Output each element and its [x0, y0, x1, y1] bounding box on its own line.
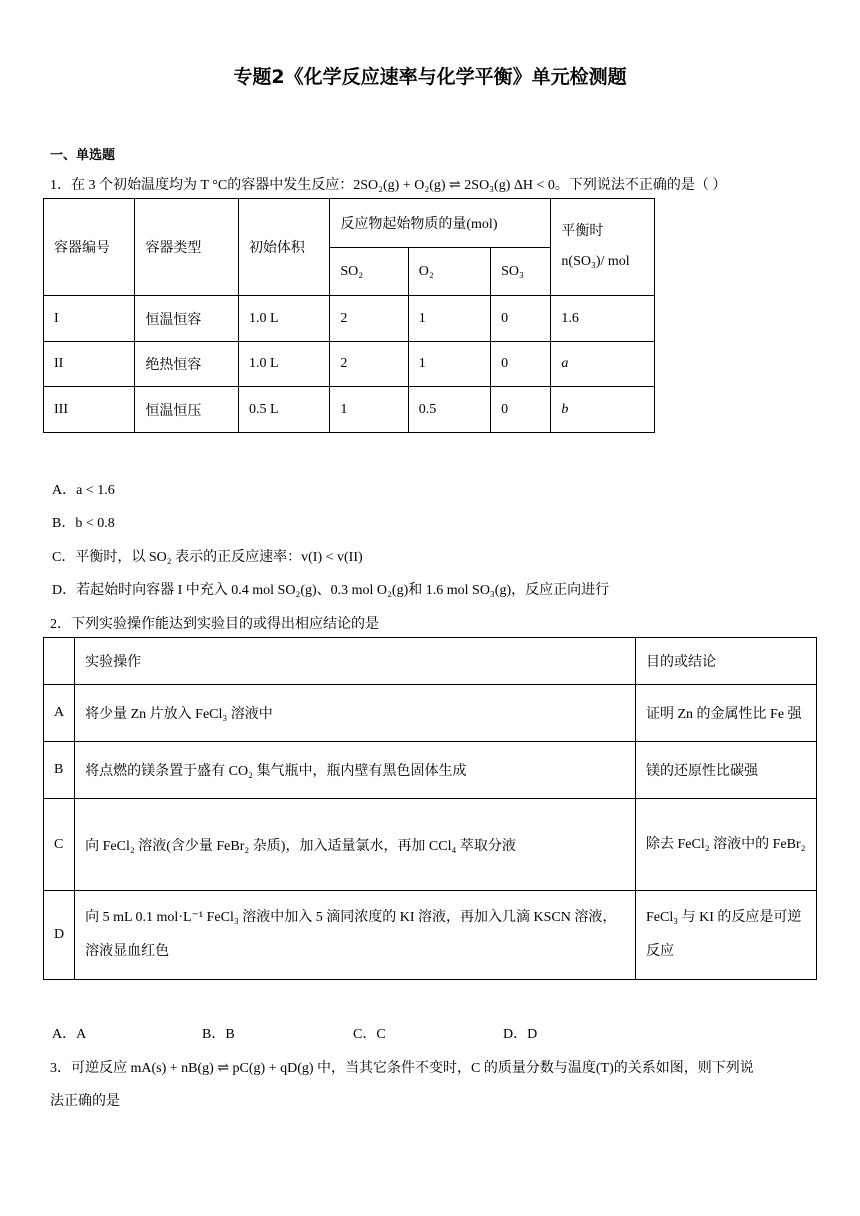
row-result: 除去 FeCl₂ 溶液中的 FeBr₂	[636, 799, 817, 891]
table-row	[44, 342, 655, 387]
q1-option-d: D．若起始时向容器 I 中充入 0.4 mol SO₂(g)、0.3 mol O₂(g)和 1.6 mol SO₃(g)，反应正向进行	[52, 583, 610, 598]
header-equilibrium-label: 平衡时	[561, 224, 604, 239]
cell: 1.6	[551, 296, 655, 342]
cell: III	[44, 387, 135, 433]
cell: 2	[330, 296, 408, 342]
cell: 1	[408, 296, 490, 342]
cell: 1.0 L	[238, 296, 329, 342]
cell: 1.0 L	[238, 342, 329, 387]
table-row	[44, 891, 817, 980]
header-container-type: 容器类型	[135, 199, 239, 296]
q2-option-d: D．D	[503, 1027, 538, 1042]
subheader-o2: O₂	[408, 248, 490, 296]
row-operation: 向 FeCl₂ 溶液(含少量 FeBr₂ 杂质)，加入适量氯水，再加 CCl₄ 萃取分液	[75, 799, 636, 891]
q2-option-a: A．A	[52, 1027, 87, 1042]
subheader-so3: SO₃	[491, 248, 551, 296]
cell: 1	[330, 387, 408, 433]
row-result: 镁的还原性比碳强	[636, 742, 817, 799]
header-container-id: 容器编号	[44, 199, 135, 296]
header-equilibrium	[551, 199, 655, 296]
cell: 恒温恒容	[135, 296, 239, 342]
q2-option-b: B．B	[202, 1027, 235, 1042]
subheader-so2: SO₂	[330, 248, 408, 296]
table-row	[44, 742, 817, 799]
cell: b	[551, 387, 655, 433]
cell: a	[551, 342, 655, 387]
header-initial-volume: 初始体积	[238, 199, 329, 296]
table-row	[44, 685, 817, 742]
cell: I	[44, 296, 135, 342]
cell: 2	[330, 342, 408, 387]
q1-option-a: A．a < 1.6	[52, 483, 115, 498]
cell: 0	[491, 387, 551, 433]
header-nso3-label: n(SO₃)/ mol	[561, 254, 630, 269]
question-1-table	[43, 198, 655, 433]
q1-option-c: C．平衡时，以 SO₂ 表示的正反应速率：v(I) < v(II)	[52, 550, 363, 565]
cell: 绝热恒容	[135, 342, 239, 387]
cell: 0	[491, 342, 551, 387]
question-2-table	[43, 637, 817, 980]
row-key: B	[44, 742, 75, 799]
row-key: A	[44, 685, 75, 742]
row-operation: 将点燃的镁条置于盛有 CO₂ 集气瓶中，瓶内壁有黑色固体生成	[75, 742, 636, 799]
question-3-stem-line2: 法正确的是	[50, 1094, 120, 1109]
section-heading: 一、单选题	[50, 148, 116, 163]
row-operation: 向 5 mL 0.1 mol·L⁻¹ FeCl₃ 溶液中加入 5 滴同浓度的 KI 溶液，再加入几滴 KSCN 溶液，溶液显血红色	[75, 891, 636, 980]
header-reactant-amount: 反应物起始物质的量(mol)	[330, 199, 551, 248]
table-row	[44, 387, 655, 433]
cell: 0	[491, 296, 551, 342]
header-key-cell	[44, 638, 75, 685]
header-operation: 实验操作	[75, 638, 636, 685]
cell: II	[44, 342, 135, 387]
row-result: FeCl₃ 与 KI 的反应是可逆反应	[636, 891, 817, 980]
row-key: D	[44, 891, 75, 980]
table-row	[44, 799, 817, 891]
cell: 0.5	[408, 387, 490, 433]
question-2-stem: 2．下列实验操作能达到实验目的或得出相应结论的是	[50, 617, 379, 632]
cell: 0.5 L	[238, 387, 329, 433]
q2-option-c: C．C	[353, 1027, 386, 1042]
cell: 1	[408, 342, 490, 387]
page-title: 专题2《化学反应速率与化学平衡》单元检测题	[233, 66, 627, 88]
row-key: C	[44, 799, 75, 891]
question-3-stem-line1: 3．可逆反应 mA(s) + nB(g) ⇌ pC(g) + qD(g) 中，当其它条件不变时，C 的质量分数与温度(T)的关系如图，则下列说	[50, 1061, 754, 1076]
header-result: 目的或结论	[636, 638, 817, 685]
table-row	[44, 296, 655, 342]
row-operation: 将少量 Zn 片放入 FeCl₃ 溶液中	[75, 685, 636, 742]
cell: 恒温恒压	[135, 387, 239, 433]
row-result: 证明 Zn 的金属性比 Fe 强	[636, 685, 817, 742]
question-1-stem: 1．在 3 个初始温度均为 T °C的容器中发生反应：2SO₂(g) + O₂(g) ⇌ 2SO₃(g) ΔH < 0。下列说法不正确的是（ ）	[50, 178, 727, 193]
q1-option-b: B．b < 0.8	[52, 516, 115, 531]
